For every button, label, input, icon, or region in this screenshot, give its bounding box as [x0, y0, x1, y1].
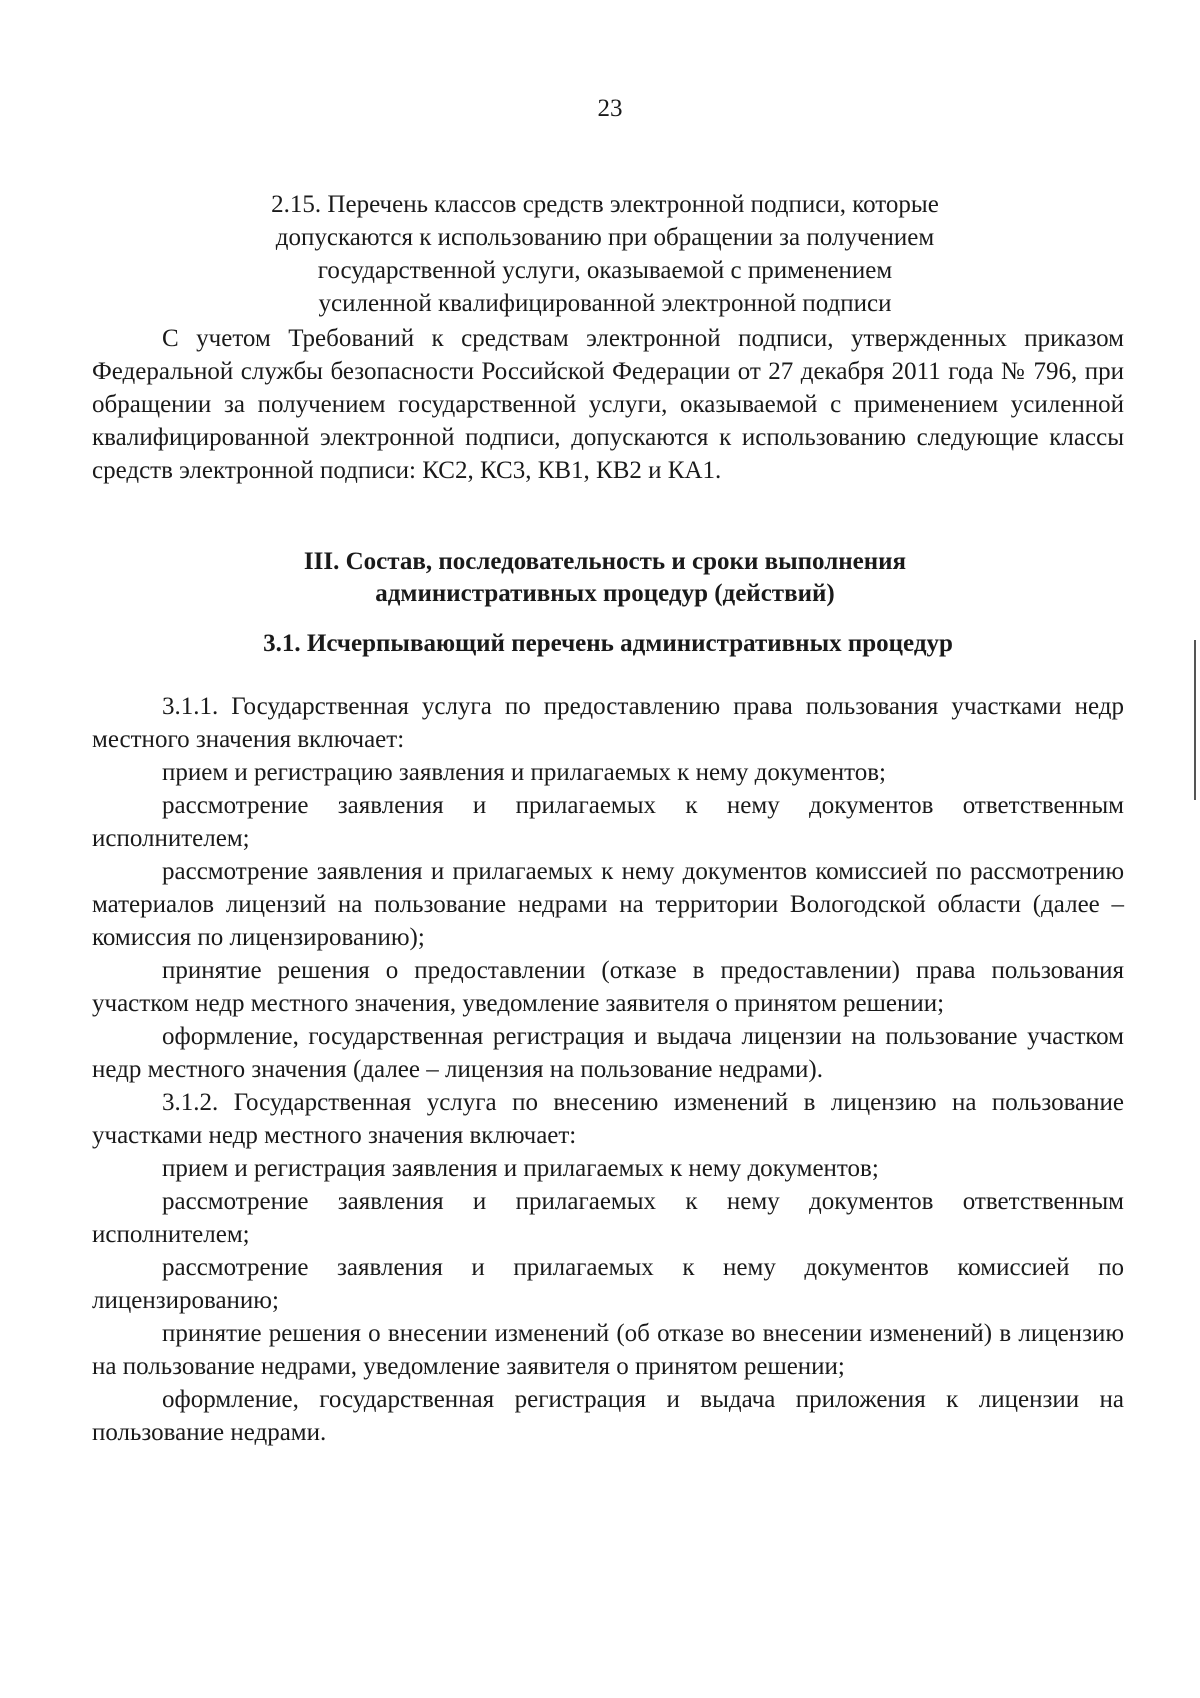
section-2-15-title-line: 2.15. Перечень классов средств электронной подписи, которые	[271, 191, 939, 218]
section-2-15-title-line: допускаются к использованию при обращении за получением	[275, 224, 935, 251]
section-2-15-paragraph: С учетом Требований к средствам электронной подписи, утвержденных приказом Федеральной службы безопасности Российской Федерации от 27 декабря 2011 года № 796, при обращении за получением государственной услуги, оказываемой с применением усиленной квалифицированной электронной подписи, допускаются к использованию следующие классы средств электронной подписи: КС2, КС3, КВ1, КВ2 и КА1.	[92, 325, 1124, 484]
section-3-title-line: III. Состав, последовательность и сроки выполнения	[303, 548, 907, 575]
section-2-15-title-line: государственной услуги, оказываемой с применением	[317, 257, 893, 284]
body-paragraph: рассмотрение заявления и прилагаемых к нему документов ответственным исполнителем;	[92, 1188, 1124, 1248]
body-paragraph: рассмотрение заявления и прилагаемых к нему документов комиссией по лицензированию;	[92, 1254, 1124, 1314]
body-paragraph: принятие решения о внесении изменений (об отказе во внесении изменений) в лицензию на пользование недрами, уведомление заявителя о принятом решении;	[92, 1320, 1124, 1380]
body-paragraph: оформление, государственная регистрация и выдача приложения к лицензии на пользование недрами.	[92, 1386, 1124, 1446]
body-paragraph: прием и регистрация заявления и прилагаемых к нему документов;	[162, 1155, 879, 1182]
section-3-body	[92, 690, 1124, 1449]
section-3-title	[150, 546, 1060, 610]
section-3-title-line: административных процедур (действий)	[375, 580, 835, 607]
body-paragraph: прием и регистрацию заявления и прилагаемых к нему документов;	[162, 759, 886, 786]
body-paragraph: принятие решения о предоставлении (отказе в предоставлении) права пользования участком недр местного значения, уведомление заявителя о принятом решении;	[92, 957, 1124, 1017]
section-2-15-title	[150, 188, 1060, 320]
body-paragraph: рассмотрение заявления и прилагаемых к нему документов ответственным исполнителем;	[92, 792, 1124, 852]
section-3-1-subtitle: 3.1. Исчерпывающий перечень административных процедур	[263, 630, 953, 657]
section-2-15-title-line: усиленной квалифицированной электронной подписи	[318, 290, 892, 317]
body-paragraph: оформление, государственная регистрация и выдача лицензии на пользование участком недр местного значения (далее – лицензия на пользование недрами).	[92, 1023, 1124, 1083]
body-paragraph: рассмотрение заявления и прилагаемых к нему документов комиссией по рассмотрению материалов лицензий на пользование недрами на территории Вологодской области (далее – комиссия по лицензированию);	[92, 858, 1124, 951]
scan-margin-line	[1194, 640, 1196, 800]
body-paragraph: 3.1.1. Государственная услуга по предоставлению права пользования участками недр местного значения включает:	[92, 693, 1124, 753]
section-2-15-body	[92, 322, 1124, 487]
page-number: 23	[597, 95, 623, 122]
body-paragraph: 3.1.2. Государственная услуга по внесению изменений в лицензию на пользование участками недр местного значения включает:	[92, 1089, 1124, 1149]
